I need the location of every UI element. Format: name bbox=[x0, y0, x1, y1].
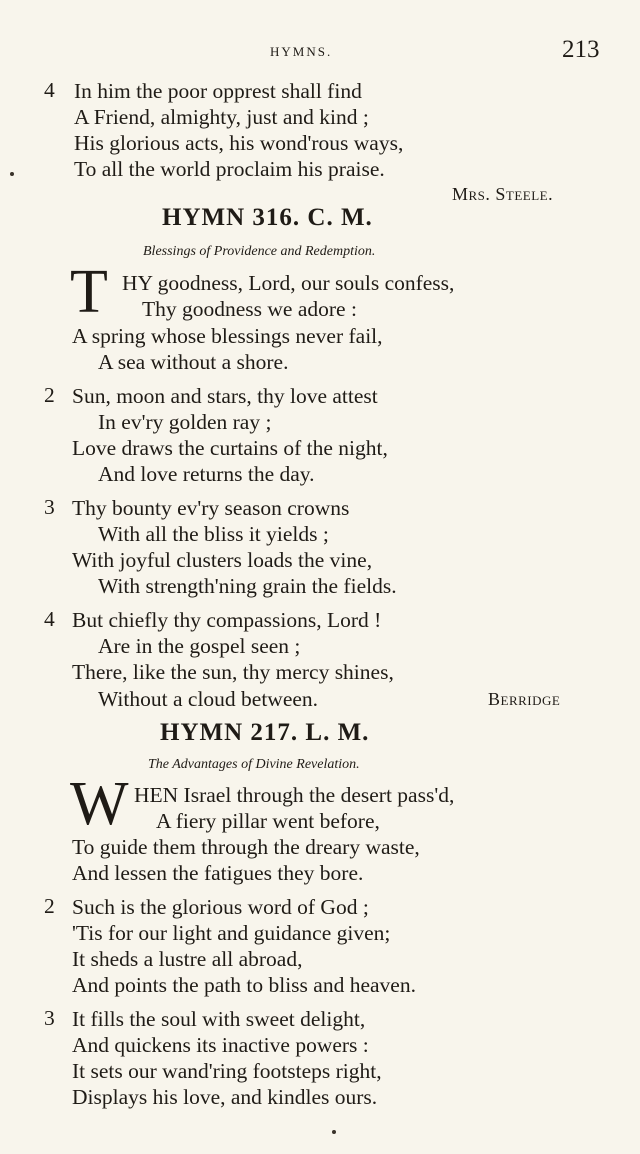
hymn-title: HYMN 316. C. M. bbox=[162, 204, 373, 231]
verse-line: It fills the soul with sweet delight, bbox=[72, 1007, 366, 1031]
stanza-number: 2 bbox=[44, 383, 55, 407]
verse-line: A sea without a shore. bbox=[98, 350, 289, 374]
verse-line: With all the bliss it yields ; bbox=[98, 522, 329, 546]
verse-line: 'Tis for our light and guidance given; bbox=[72, 921, 391, 945]
stanza-number: 2 bbox=[44, 894, 55, 918]
author-attribution: Mrs. Steele. bbox=[452, 184, 554, 204]
verse-line: With joyful clusters loads the vine, bbox=[72, 548, 373, 572]
verse-line: Thy bounty ev'ry season crowns bbox=[72, 496, 350, 520]
verse-line: In ev'ry golden ray ; bbox=[98, 410, 272, 434]
drop-cap: T bbox=[70, 258, 108, 326]
running-header: HYMNS. bbox=[270, 44, 333, 59]
verse-line: Thy goodness we adore : bbox=[142, 297, 357, 321]
verse-line: Love draws the curtains of the night, bbox=[72, 436, 388, 460]
verse-line: Displays his love, and kindles ours. bbox=[72, 1085, 378, 1109]
verse-line: And quickens its inactive powers : bbox=[72, 1033, 369, 1057]
verse-line: With strength'ning grain the fields. bbox=[98, 574, 397, 598]
verse-line: Without a cloud between. bbox=[98, 687, 319, 711]
verse-line: To guide them through the dreary waste, bbox=[72, 835, 420, 859]
verse-line: A fiery pillar went before, bbox=[156, 809, 380, 833]
verse-line: There, like the sun, thy mercy shines, bbox=[72, 660, 394, 684]
verse-line: It sets our wand'ring footsteps right, bbox=[72, 1059, 382, 1083]
margin-speck bbox=[10, 172, 14, 176]
hymn-title: HYMN 217. L. M. bbox=[160, 719, 370, 746]
verse-line: His glorious acts, his wond'rous ways, bbox=[74, 131, 404, 155]
verse-line: A spring whose blessings never fail, bbox=[72, 324, 383, 348]
verse-line: But chiefly thy compassions, Lord ! bbox=[72, 608, 382, 632]
stanza-number: 4 bbox=[44, 607, 55, 631]
verse-line: HEN Israel through the desert pass'd, bbox=[134, 783, 455, 807]
verse-line: HY goodness, Lord, our souls confess, bbox=[122, 271, 455, 295]
drop-cap: W bbox=[70, 770, 129, 838]
verse-line: Such is the glorious word of God ; bbox=[72, 895, 369, 919]
page-number: 213 bbox=[562, 36, 600, 63]
verse-line: And love returns the day. bbox=[98, 462, 315, 486]
verse-line: Are in the gospel seen ; bbox=[98, 634, 301, 658]
hymn-subtitle: The Advantages of Divine Revelation. bbox=[148, 757, 360, 772]
author-attribution: Berridge bbox=[488, 689, 561, 709]
verse-line: It sheds a lustre all abroad, bbox=[72, 947, 303, 971]
page-speck bbox=[332, 1130, 336, 1134]
verse-line: To all the world proclaim his praise. bbox=[74, 157, 385, 181]
hymn-subtitle: Blessings of Providence and Redemption. bbox=[143, 244, 376, 259]
stanza-number: 4 bbox=[44, 78, 55, 102]
verse-line: And lessen the fatigues they bore. bbox=[72, 861, 364, 885]
verse-line: Sun, moon and stars, thy love attest bbox=[72, 384, 378, 408]
stanza-number: 3 bbox=[44, 495, 55, 519]
verse-line: A Friend, almighty, just and kind ; bbox=[74, 105, 369, 129]
stanza-number: 3 bbox=[44, 1006, 55, 1030]
verse-line: In him the poor opprest shall find bbox=[74, 79, 362, 103]
verse-line: And points the path to bliss and heaven. bbox=[72, 973, 416, 997]
